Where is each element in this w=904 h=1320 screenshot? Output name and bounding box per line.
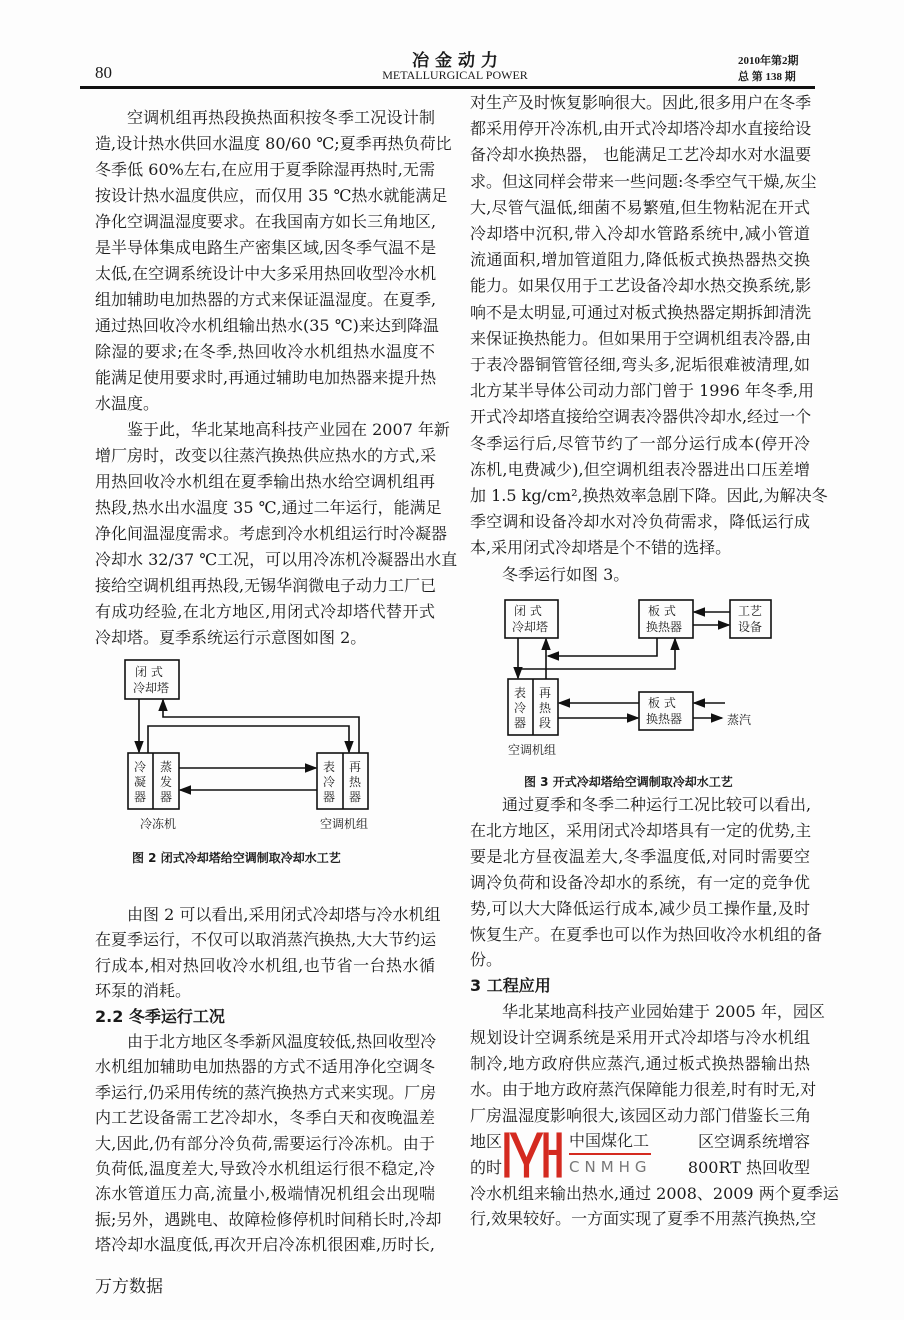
fig2-tower-label-2: 冷却塔 xyxy=(133,681,170,695)
text-line: 的时 xyxy=(470,1157,503,1177)
text-line: 冬季低 60%左右,在应用于夏季除湿再热时,无需 xyxy=(95,160,435,179)
fig2-cooler: 冷 xyxy=(323,775,336,789)
text-line: 份。 xyxy=(470,950,503,970)
text-line: 要是北方昼夜温差大,冬季温度低,对同时需要空 xyxy=(470,846,810,866)
text-line: 开式冷却塔直接给空调表冷器供冷却水,经过一个 xyxy=(470,407,812,427)
text-line: 都采用停开冷冻机,由开式冷却塔冷却水直接给设 xyxy=(470,119,812,139)
watermark-underline xyxy=(569,1153,651,1155)
text-line: 于表冷器铜管管径细,弯头多,泥垢很难被清理,如 xyxy=(470,355,810,374)
text-line: 冷却塔中沉积,带入冷却水管路系统中,减小管道 xyxy=(470,224,810,243)
text-line: 冷却塔。夏季系统运行示意图如图 2。 xyxy=(95,628,367,647)
text-line: 地区 xyxy=(470,1131,503,1151)
text-line: 振;另外，遇跳电、故障检修停机时间稍长时,冷却 xyxy=(95,1209,442,1229)
fig2-reheater: 热 xyxy=(349,775,362,789)
text-line: 行成本,相对热回收冷水机组,也节省一台热水循 xyxy=(95,955,435,975)
fig3-hx2-label: 板 式 xyxy=(648,696,676,710)
text-line-tail: 区空调系统增容 xyxy=(697,1131,810,1151)
text-line: 有成功经验,在北方地区,用闭式冷却塔代替开式 xyxy=(95,602,435,621)
figure-2-caption: 图 2 闭式冷却塔给空调制取冷却水工艺 xyxy=(132,851,341,865)
text-line: 冻机,电费减少),但空调机组表冷器进出口压差增 xyxy=(470,459,810,479)
text-line: 流通面积,增加管道阻力,降低板式换热器热交换 xyxy=(470,250,810,270)
text-line: 加 1.5 kg/cm²,换热效率急剧下降。因此,为解决冬 xyxy=(470,486,828,505)
text-line: 冷却水 32/37 ℃工况，可以用冷冻机冷凝器出水直 xyxy=(95,550,458,569)
fig3-ahu-label: 空调机组 xyxy=(508,743,557,757)
text-line: 增厂房时，改变以往蒸汽换热供应热水的方式,采 xyxy=(95,446,437,465)
text-line: 响不是太明显,可通过对板式换热器定期拆卸清洗 xyxy=(470,302,812,322)
fig2-evap: 发 xyxy=(160,775,173,789)
fig3-tower-label-2: 冷却塔 xyxy=(512,620,549,634)
text-line: 本,采用闭式冷却塔是个不错的选择。 xyxy=(470,538,732,558)
text-line: 净化间温湿度需求。考虑到冷水机组运行时冷凝器 xyxy=(95,524,448,543)
text-line: 调冷负荷和设备冷却水的系统，有一定的竞争优 xyxy=(470,872,810,892)
text-line: 内工艺设备需工艺冷却水，冬季白天和夜晚温差 xyxy=(95,1108,435,1128)
text-line: 备冷却水换热器， 也能满足工艺冷却水对水温要 xyxy=(470,145,812,165)
text-line: 太低,在空调系统设计中大多采用热回收型冷水机 xyxy=(95,264,437,283)
text-line: 用热回收冷水机组在夏季输出热水给空调机组再 xyxy=(95,472,435,491)
fig2-cond: 器 xyxy=(134,790,147,804)
text-line: 造,设计热水供回水温度 80/60 ℃;夏季再热负荷比 xyxy=(95,134,452,153)
text-line: 在夏季运行，不仅可以取消蒸汽换热,大大节约运 xyxy=(95,930,437,950)
text-line: 在北方地区，采用闭式冷却塔具有一定的优势,主 xyxy=(470,820,812,840)
text-line: 是半导体集成电路生产密集区域,因冬季气温不是 xyxy=(95,238,437,257)
text-line: 求。但这同样会带来一些问题:冬季空气干燥,灰尘 xyxy=(470,171,817,191)
section-heading: 2.2 冬季运行工况 xyxy=(95,1006,225,1026)
fig2-reheater: 器 xyxy=(349,790,362,804)
fig3-hx-label: 板 式 xyxy=(648,604,676,618)
text-line: 鉴于此，华北某地高科技产业园在 2007 年新 xyxy=(127,420,450,439)
text-line: 冻水管道压力高,流量小,极端情况机组会出现喘 xyxy=(95,1184,435,1204)
text-line: 能满足使用要求时,再通过辅助电加热器来提升热 xyxy=(95,368,437,387)
watermark xyxy=(503,1130,671,1180)
text-line: 对生产及时恢复影响很大。因此,很多用户在冬季 xyxy=(470,93,812,112)
fig2-cooler: 表 xyxy=(323,760,336,774)
text-line: 来保证换热能力。但如果用于空调机组表冷器,由 xyxy=(470,328,812,348)
header-rule xyxy=(80,86,815,89)
fig3-tower-label: 闭 式 xyxy=(514,604,542,618)
text-line: 通过夏季和冬季二种运行工况比较可以看出, xyxy=(502,795,812,814)
fig3-cooler: 冷 xyxy=(514,701,527,715)
figure-3-caption: 图 3 开式冷却塔给空调制取冷却水工艺 xyxy=(524,775,733,789)
text-line: 冷水机组来输出热水,通过 2008、2009 两个夏季运 xyxy=(470,1183,839,1203)
text-line: 由图 2 可以看出,采用闭式冷却塔与冷水机组 xyxy=(127,905,441,924)
fig2-evap: 蒸 xyxy=(160,760,173,774)
watermark-cn: 中国煤化工 xyxy=(569,1131,650,1150)
page-number: 80 xyxy=(95,63,112,82)
fig3-reheat: 再 xyxy=(539,686,552,700)
text-line-tail: 800RT 热回收型 xyxy=(687,1157,810,1177)
text-line: 大,尽管气温低,细菌不易繁殖,但生物粘泥在开式 xyxy=(470,197,810,217)
text-line: 水机组加辅助电加热器的方式不适用净化空调冬 xyxy=(95,1057,435,1077)
text-line: 季空调和设备冷却水对冷负荷需求，降低运行成 xyxy=(470,512,810,532)
fig2-evap: 器 xyxy=(160,790,173,804)
text-line: 净化空调温湿度要求。在我国南方如长三角地区, xyxy=(95,212,437,231)
journal-title-en: METALLURGICAL POWER xyxy=(382,68,528,82)
issue: 2010年第2期 xyxy=(738,55,799,67)
watermark-logo xyxy=(503,1131,563,1179)
fig3-hx2-label-2: 换热器 xyxy=(646,712,683,726)
watermark-en: CNMHG xyxy=(569,1158,652,1176)
fig3-steam-label: 蒸汽 xyxy=(727,713,752,727)
text-line: 能力。如果仅用于工艺设备冷却水热交换系统,影 xyxy=(470,276,812,296)
text-line: 恢复生产。在夏季也可以作为热回收冷水机组的备 xyxy=(470,924,823,944)
text-line: 大,因此,仍有部分冷负荷,需要运行冷冻机。由于 xyxy=(95,1133,435,1153)
text-line: 负荷低,温度差大,导致冷水机组运行很不稳定,冷 xyxy=(95,1159,435,1178)
text-line: 制冷,地方政府供应蒸汽,通过板式换热器输出热 xyxy=(470,1054,810,1073)
text-line: 通过热回收冷水机组输出热水(35 ℃)来达到降温 xyxy=(95,316,439,335)
text-line: 冬季运行后,尽管节约了一部分运行成本(停开冷 xyxy=(470,433,810,453)
text-line: 华北某地高科技产业园始建于 2005 年，园区 xyxy=(502,1002,825,1022)
text-line: 北方某半导体公司动力部门曾于 1996 年冬季,用 xyxy=(470,381,814,401)
text-line: 组加辅助电加热器的方式来保证温湿度。在夏季, xyxy=(95,290,437,309)
fig2-ahu-label: 空调机组 xyxy=(320,817,369,831)
text-line: 水温度。 xyxy=(95,394,160,413)
text-line: 空调机组再热段换热面积按冬季工况设计制 xyxy=(127,108,435,127)
text-line: 由于北方地区冬季新风温度较低,热回收型冷 xyxy=(127,1032,437,1051)
text-line: 除湿的要求;在冬季,热回收冷水机组热水温度不 xyxy=(95,342,435,361)
fig3-reheat: 段 xyxy=(539,716,552,730)
fig2-cond: 冷 xyxy=(134,760,147,774)
text-line: 冬季运行如图 3。 xyxy=(502,564,630,584)
text-line: 按设计热水温度供应，而仅用 35 ℃热水就能满足 xyxy=(95,186,448,205)
fig3-equip-label-2: 设备 xyxy=(738,620,763,634)
text-line: 接给空调机组再热段,无锡华润微电子动力工厂已 xyxy=(95,576,437,595)
text-line: 行,效果较好。一方面实现了夏季不用蒸汽换热,空 xyxy=(470,1209,817,1229)
fig2-tower-label: 闭 式 xyxy=(135,665,163,679)
text-line: 环泵的消耗。 xyxy=(95,981,192,1001)
fig3-hx-label-2: 换热器 xyxy=(646,620,683,634)
fig2-reheater: 再 xyxy=(349,760,362,774)
text-line: 厂房温湿度影响很大,该园区动力部门借鉴长三角 xyxy=(470,1105,812,1125)
section-heading: 3 工程应用 xyxy=(470,976,551,996)
fig3-equip-label: 工艺 xyxy=(738,604,763,618)
fig3-cooler: 表 xyxy=(514,686,527,700)
text-line: 季运行,仍采用传统的蒸汽换热方式来实现。厂房 xyxy=(95,1082,437,1102)
fig3-reheat: 热 xyxy=(539,701,552,715)
text-line: 水。由于地方政府蒸汽保障能力很差,时有时无,对 xyxy=(470,1079,817,1099)
text-line: 规划设计空调系统是采用开式冷却塔与冷水机组 xyxy=(470,1028,810,1048)
text-line: 塔冷却水温度低,再次开启冷冻机很困难,历时长, xyxy=(95,1235,435,1255)
fig2-cond: 凝 xyxy=(134,775,147,789)
journal-title-cn: 冶 金 动 力 xyxy=(412,51,498,71)
fig3-cooler: 器 xyxy=(514,716,527,730)
fig2-chiller-label: 冷冻机 xyxy=(140,817,177,831)
text-line: 势,可以大大降低运行成本,减少员工操作量,及时 xyxy=(470,898,810,918)
fig2-cooler: 器 xyxy=(323,790,336,804)
text-line: 热段,热水出水温度 35 ℃,通过二年运行，能满足 xyxy=(95,498,442,517)
total-issue: 总 第 138 期 xyxy=(738,71,796,83)
footer-source: 万方数据 xyxy=(95,1277,163,1297)
